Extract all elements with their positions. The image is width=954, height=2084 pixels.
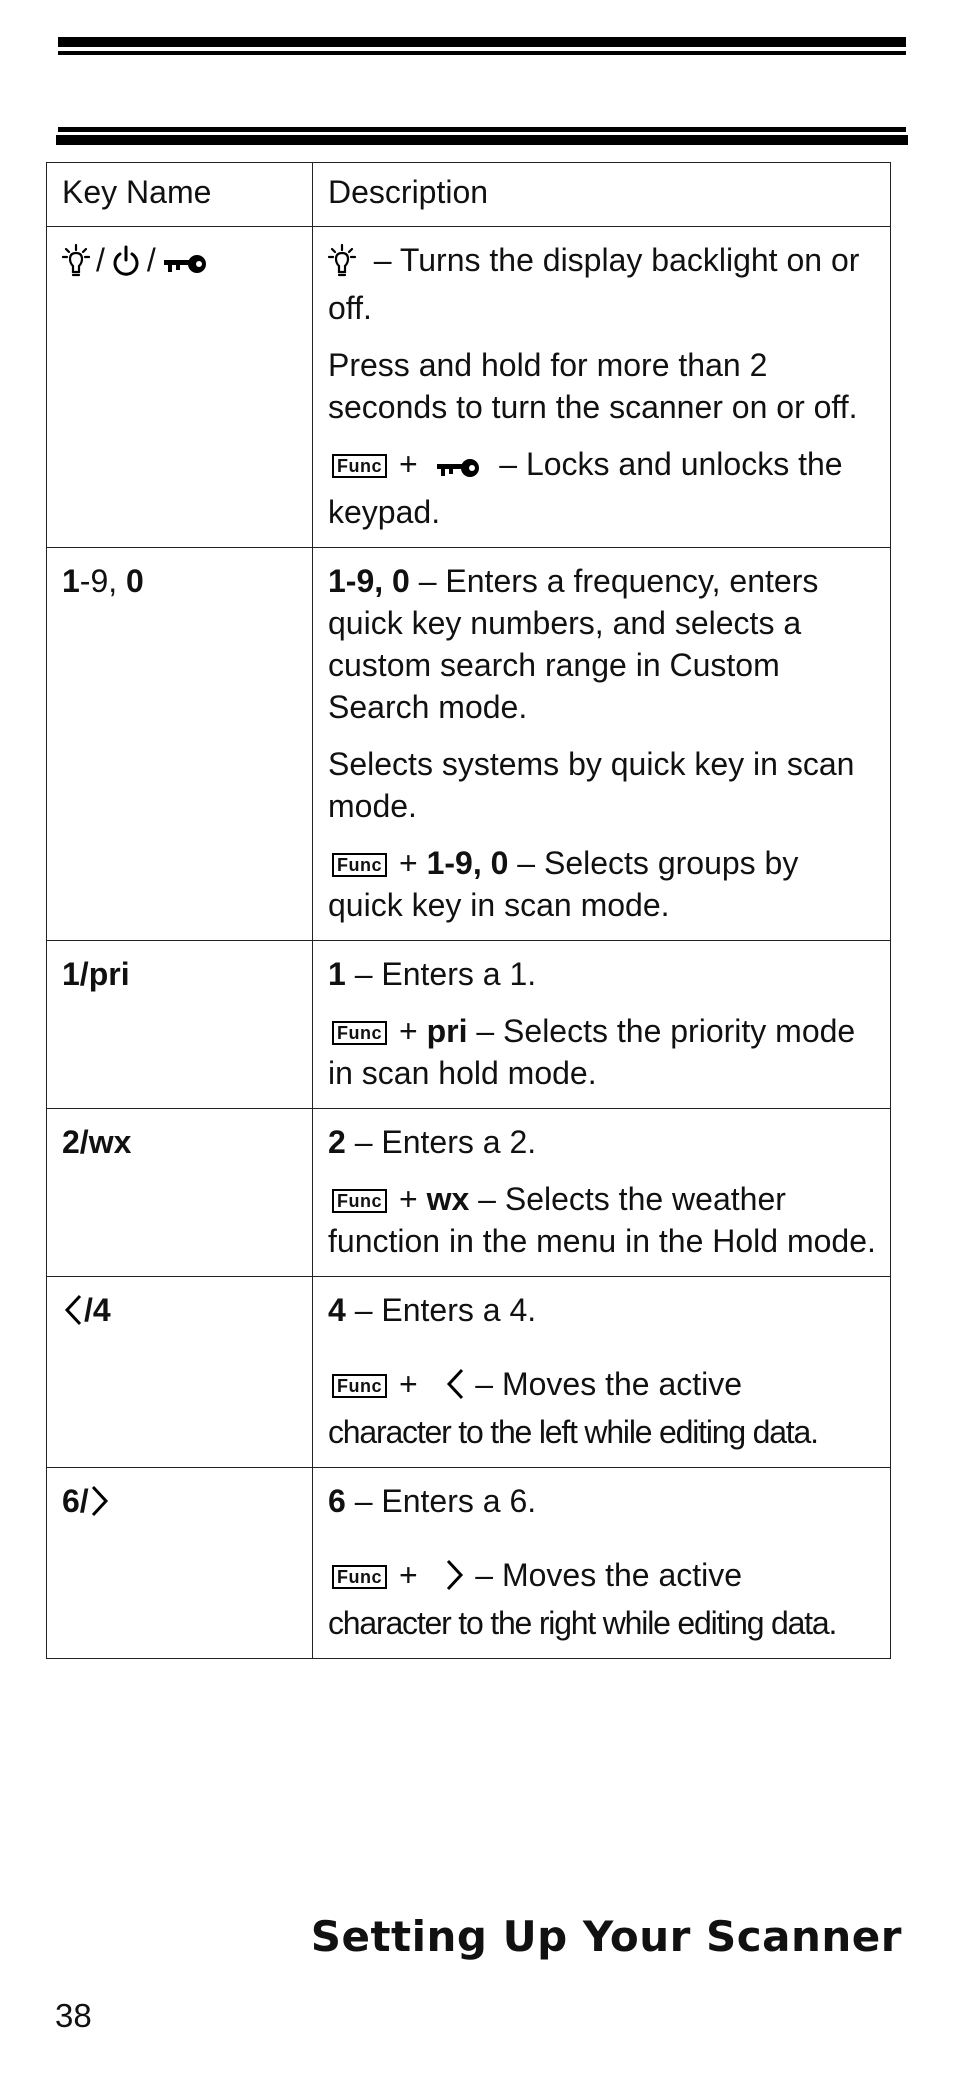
description-cell: 1-9, 0 – Enters a frequency, enters quick key numbers, and selects a custom search range in Custom Search mode. Selects systems by quick key in scan mode. Func + 1-9, 0 – Selects groups by quick key in scan mode. bbox=[313, 548, 891, 941]
description-cell bbox=[313, 227, 891, 548]
table-row bbox=[47, 1109, 891, 1277]
func-key-label: Func bbox=[332, 1565, 387, 1589]
func-key-label: Func bbox=[332, 1374, 387, 1398]
func-key-label: Func bbox=[332, 1021, 387, 1045]
header-rule-thin bbox=[58, 127, 906, 132]
page-number: 38 bbox=[55, 1997, 92, 2034]
header-description: Description bbox=[313, 163, 891, 227]
header-rule-thick bbox=[56, 135, 908, 145]
table-row bbox=[47, 1468, 891, 1659]
table-header-row bbox=[47, 163, 891, 227]
power-icon bbox=[111, 243, 141, 287]
power-desc: Press and hold for more than 2 seconds to turn the scanner on or off. bbox=[328, 347, 858, 425]
plus-sign: + bbox=[399, 1366, 418, 1402]
key-icon bbox=[435, 449, 481, 491]
chevron-left-icon bbox=[62, 1293, 84, 1337]
description-cell: 4 – Enters a 4. Func + – Moves the active character to the left while editing data. bbox=[313, 1277, 891, 1468]
key-cell: 1/pri bbox=[47, 941, 313, 1109]
top-rule-thick bbox=[58, 37, 906, 47]
header-key-name: Key Name bbox=[47, 163, 313, 227]
plus-sign: + bbox=[399, 1557, 418, 1593]
chevron-left-icon bbox=[444, 1367, 466, 1411]
plus-sign: + bbox=[399, 1013, 418, 1049]
description-cell: 2 – Enters a 2. Func + wx – Selects the weather function in the menu in the Hold mode. bbox=[313, 1109, 891, 1277]
backlight-icon bbox=[62, 243, 90, 287]
section-title: Setting Up Your Scanner bbox=[310, 1912, 902, 1961]
chevron-right-icon bbox=[444, 1558, 466, 1602]
key-cell: /4 bbox=[47, 1277, 313, 1468]
description-cell: 6 – Enters a 6. Func + – Moves the active character to the right while editing data. bbox=[313, 1468, 891, 1659]
backlight-desc: – Turns the display backlight on or off. bbox=[328, 242, 860, 326]
table-row bbox=[47, 941, 891, 1109]
table-row bbox=[47, 227, 891, 548]
description-cell: 1 – Enters a 1. Func + pri – Selects the priority mode in scan hold mode. bbox=[313, 941, 891, 1109]
func-key-label: Func bbox=[332, 454, 387, 478]
key-icon bbox=[162, 245, 208, 287]
table-row bbox=[47, 548, 891, 941]
lock-desc: – Locks and unlocks the keypad. bbox=[328, 446, 843, 530]
key-cell: 6/ bbox=[47, 1468, 313, 1659]
chevron-right-icon bbox=[89, 1484, 111, 1528]
table-row bbox=[47, 1277, 891, 1468]
key-cell: 1-9, 0 bbox=[47, 548, 313, 941]
key-cell bbox=[47, 227, 313, 548]
key-description-table bbox=[46, 162, 891, 1659]
func-key-label: Func bbox=[332, 1189, 387, 1213]
plus-sign: + bbox=[399, 1181, 418, 1217]
func-key-label: Func bbox=[332, 853, 387, 877]
plus-sign: + bbox=[399, 845, 418, 881]
key-separator: / bbox=[146, 242, 156, 278]
key-separator: / bbox=[96, 242, 105, 278]
plus-sign: + bbox=[399, 446, 418, 482]
top-rule-thin bbox=[58, 51, 906, 55]
backlight-icon bbox=[328, 243, 356, 287]
key-cell: 2/wx bbox=[47, 1109, 313, 1277]
